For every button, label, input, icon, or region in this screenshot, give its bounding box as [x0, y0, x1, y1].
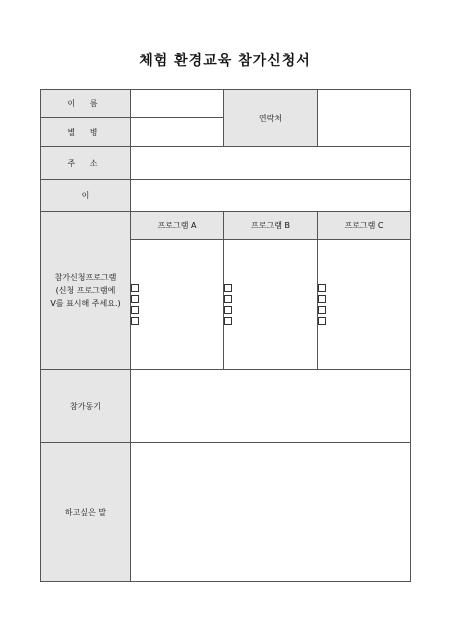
- gender-field[interactable]: [131, 118, 224, 147]
- checkbox[interactable]: [318, 284, 326, 292]
- checkbox[interactable]: [224, 317, 232, 325]
- checkbox[interactable]: [131, 317, 139, 325]
- comments-label: 하고싶은 말: [41, 443, 131, 582]
- checkbox[interactable]: [318, 295, 326, 303]
- checkbox[interactable]: [318, 317, 326, 325]
- application-form-table: [40, 89, 411, 582]
- email-label: 이: [41, 180, 131, 212]
- checkbox[interactable]: [318, 306, 326, 314]
- address-field[interactable]: [131, 147, 411, 180]
- program-label-line2: (신청 프로그램에: [55, 286, 116, 295]
- comments-field[interactable]: [131, 443, 411, 582]
- motivation-label: 참가동기: [41, 370, 131, 443]
- checkbox[interactable]: [224, 306, 232, 314]
- name-label: 이 름: [41, 90, 131, 118]
- program-label: [41, 212, 131, 370]
- contact-field[interactable]: [318, 90, 411, 147]
- program-label-line3: V를 표시해 주세요.): [50, 299, 121, 308]
- program-a-header: 프로그램 A: [131, 212, 224, 240]
- program-b-header: 프로그램 B: [224, 212, 318, 240]
- checkbox[interactable]: [224, 284, 232, 292]
- gender-label: 별 병: [41, 118, 131, 147]
- form-title: 체험 환경교육 참가신청서: [139, 53, 311, 69]
- program-b-options: [224, 240, 318, 370]
- name-field[interactable]: [131, 90, 224, 118]
- checkbox[interactable]: [224, 295, 232, 303]
- program-c-header: 프로그램 C: [318, 212, 411, 240]
- checkbox[interactable]: [131, 295, 139, 303]
- checkbox[interactable]: [131, 284, 139, 292]
- email-field[interactable]: [131, 180, 411, 212]
- motivation-field[interactable]: [131, 370, 411, 443]
- address-label: 주 소: [41, 147, 131, 180]
- program-c-options: [318, 240, 411, 370]
- checkbox[interactable]: [131, 306, 139, 314]
- program-a-options: [131, 240, 224, 370]
- program-label-line1: 참가신청프로그램: [54, 273, 117, 282]
- contact-label: 연락처: [224, 90, 318, 147]
